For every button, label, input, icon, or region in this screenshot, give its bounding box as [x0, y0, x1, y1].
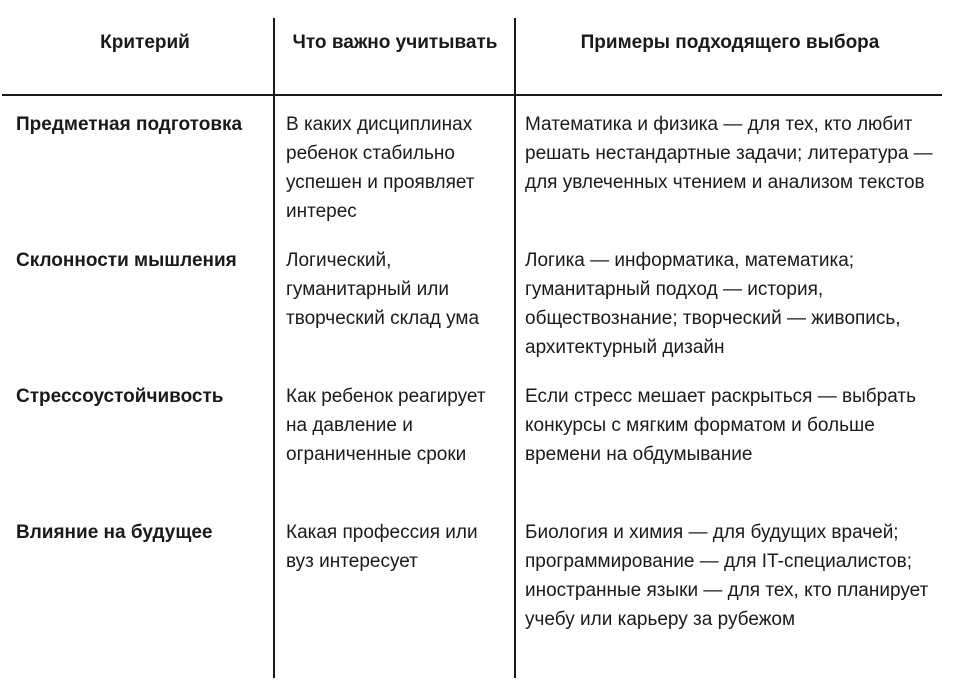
row-examples: Математика и физика — для тех, кто любит решать нестандартные задачи; литература — для увлеченных чтением и анализом текстов	[525, 114, 933, 193]
row-important: Какая профессия или вуз интересует	[286, 522, 478, 572]
column-divider	[273, 18, 275, 678]
row-examples: Логика — информатика, математика; гуманитарный подход — история, обществознание; творческий — живопись, архитектурный дизайн	[525, 250, 901, 358]
row-criterion: Предметная подготовка	[16, 114, 243, 135]
row-criterion: Влияние на будущее	[16, 522, 213, 543]
header-criterion: Критерий	[100, 32, 190, 53]
header-important: Что важно учитывать	[292, 32, 498, 53]
row-criterion: Стрессоустойчивость	[16, 386, 224, 407]
header-divider	[2, 94, 942, 96]
row-examples: Биология и химия — для будущих врачей; программирование — для IT-специалистов; иностранные языки — для тех, кто планирует учебу или карьеру за рубежом	[525, 522, 929, 630]
row-important: Логический, гуманитарный или творческий склад ума	[286, 250, 480, 329]
row-important: Как ребенок реагирует на давление и ограниченные сроки	[286, 386, 486, 465]
row-examples: Если стресс мешает раскрыться — выбрать конкурсы с мягким форматом и больше времени на обдумывание	[525, 386, 916, 465]
column-divider	[514, 18, 516, 678]
row-criterion: Склонности мышления	[16, 250, 237, 271]
row-important: В каких дисциплинах ребенок стабильно успешен и проявляет интерес	[286, 114, 475, 222]
header-examples: Примеры подходящего выбора	[580, 32, 880, 53]
